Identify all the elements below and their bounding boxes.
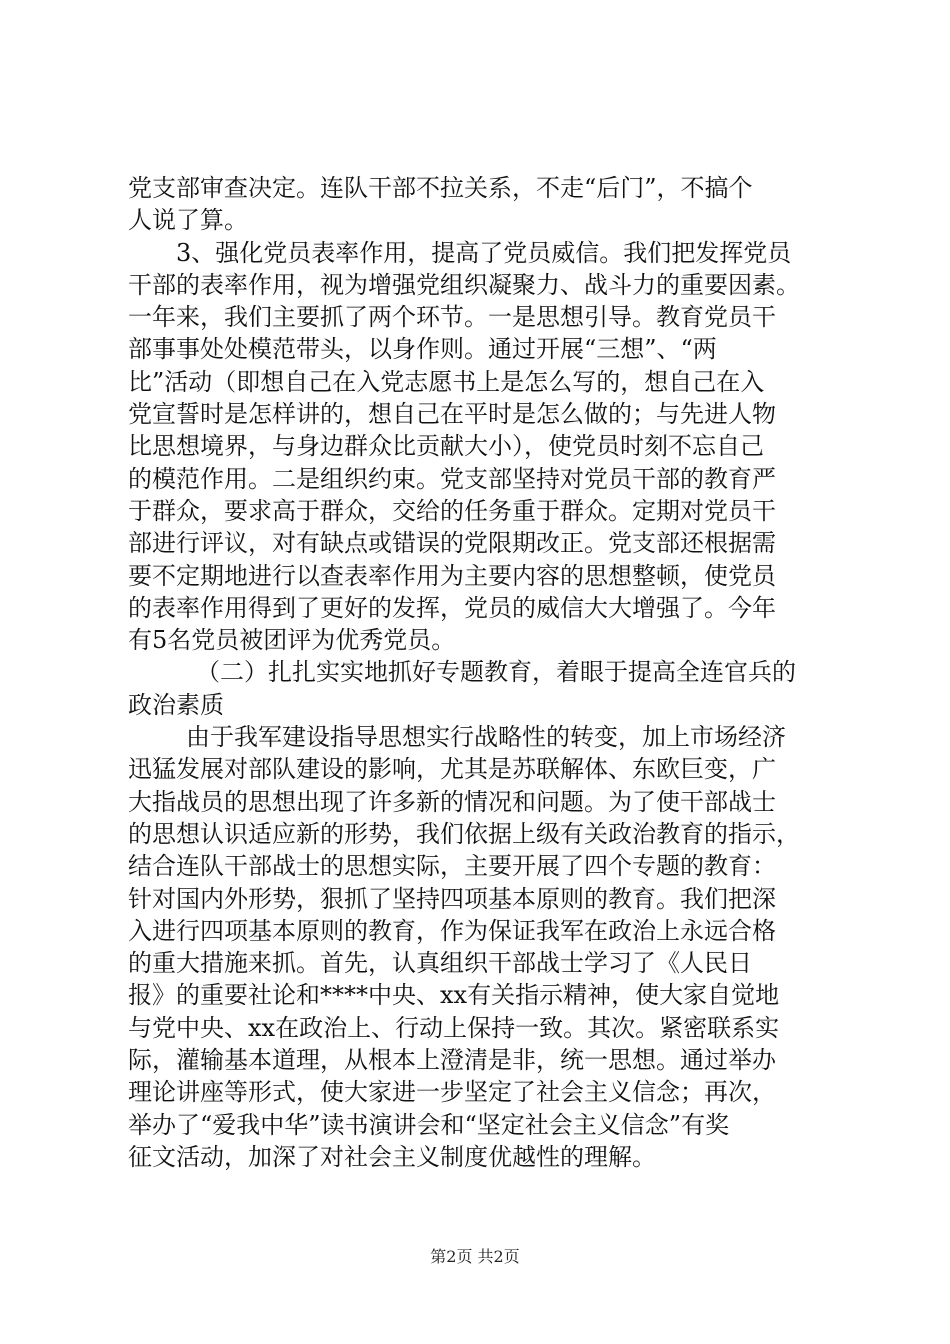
text-line: 的表率作用得到了更好的发挥，党员的威信大大增强了。今年 bbox=[128, 593, 776, 622]
text-line: 要不定期地进行以查表率作用为主要内容的思想整顿，使党员 bbox=[128, 561, 776, 590]
text-line: 由于我军建设指导思想实行战略性的转变，加上市场经济 bbox=[186, 723, 786, 752]
body-text bbox=[128, 172, 838, 1173]
text-line: 结合连队干部战士的思想实际，主要开展了四个专题的教育： bbox=[128, 852, 776, 881]
text-line: 人说了算。 bbox=[128, 206, 248, 235]
text-line: 党支部审查决定。连队干部不拉关系，不走“后门”，不搞个 bbox=[128, 174, 753, 202]
text-line: 迅猛发展对部队建设的影响，尤其是苏联解体、东欧巨变，广 bbox=[128, 755, 776, 784]
text-line: 的重大措施来抓。首先，认真组织干部战士学习了《人民日 bbox=[128, 949, 752, 978]
text-line: 举办了“爱我中华”读书演讲会和“坚定社会主义信念”有奖 bbox=[128, 1110, 730, 1139]
text-line: 比思想境界，与身边群众比贡献大小），使党员时刻不忘自己 bbox=[128, 432, 764, 461]
text-line: 征文活动，加深了对社会主义制度优越性的理解。 bbox=[128, 1142, 656, 1171]
paragraph-heading-3: 3、强化党员表率作用，提高了党员威信。我们把发挥党员 bbox=[176, 238, 792, 267]
text-line: 的模范作用。二是组织约束。党支部坚持对党员干部的教育严 bbox=[128, 464, 776, 493]
text-line: 部进行评议，对有缺点或错误的党限期改正。党支部还根据需 bbox=[128, 529, 776, 558]
text-line: 际，灌输基本道理，从根本上澄清是非，统一思想。通过举办 bbox=[128, 1046, 776, 1075]
page-footer: 第2页 共2页 bbox=[430, 1247, 520, 1266]
text-line: 入进行四项基本原则的教育，作为保证我军在政治上永远合格 bbox=[128, 916, 776, 945]
text-line: 大指战员的思想出现了许多新的情况和问题。为了使干部战士 bbox=[128, 787, 776, 816]
text-line: 一年来，我们主要抓了两个环节。一是思想引导。教育党员干 bbox=[128, 303, 776, 332]
text-line: 干部的表率作用，视为增强党组织凝聚力、战斗力的重要因素。 bbox=[128, 270, 800, 299]
section-heading-continued: 政治素质 bbox=[128, 690, 224, 719]
text-line: 理论讲座等形式，使大家进一步坚定了社会主义信念；再次， bbox=[128, 1078, 776, 1107]
text-line: 有5名党员被团评为优秀党员。 bbox=[128, 626, 456, 655]
text-line: 于群众，要求高于群众，交给的任务重于群众。定期对党员干 bbox=[128, 496, 776, 525]
text-line: 党宣誓时是怎样讲的，想自己在平时是怎么做的；与先进人物 bbox=[128, 400, 776, 429]
text-line: 的思想认识适应新的形势，我们依据上级有关政治教育的指示， bbox=[128, 819, 800, 848]
text-line: 比”活动（即想自己在入党志愿书上是怎么写的，想自己在入 bbox=[128, 367, 765, 396]
text-line: 部事事处处模范带头，以身作则。通过开展“三想”、“两 bbox=[128, 335, 717, 364]
text-line: 报》的重要社论和****中央、xx有关指示精神，使大家自觉地 bbox=[128, 981, 780, 1010]
section-heading: （二）扎扎实实地抓好专题教育，着眼于提高全连官兵的 bbox=[196, 658, 796, 687]
text-line: 与党中央、xx在政治上、行动上保持一致。其次。紧密联系实 bbox=[128, 1013, 780, 1042]
text-line: 针对国内外形势，狠抓了坚持四项基本原则的教育。我们把深 bbox=[128, 884, 776, 913]
